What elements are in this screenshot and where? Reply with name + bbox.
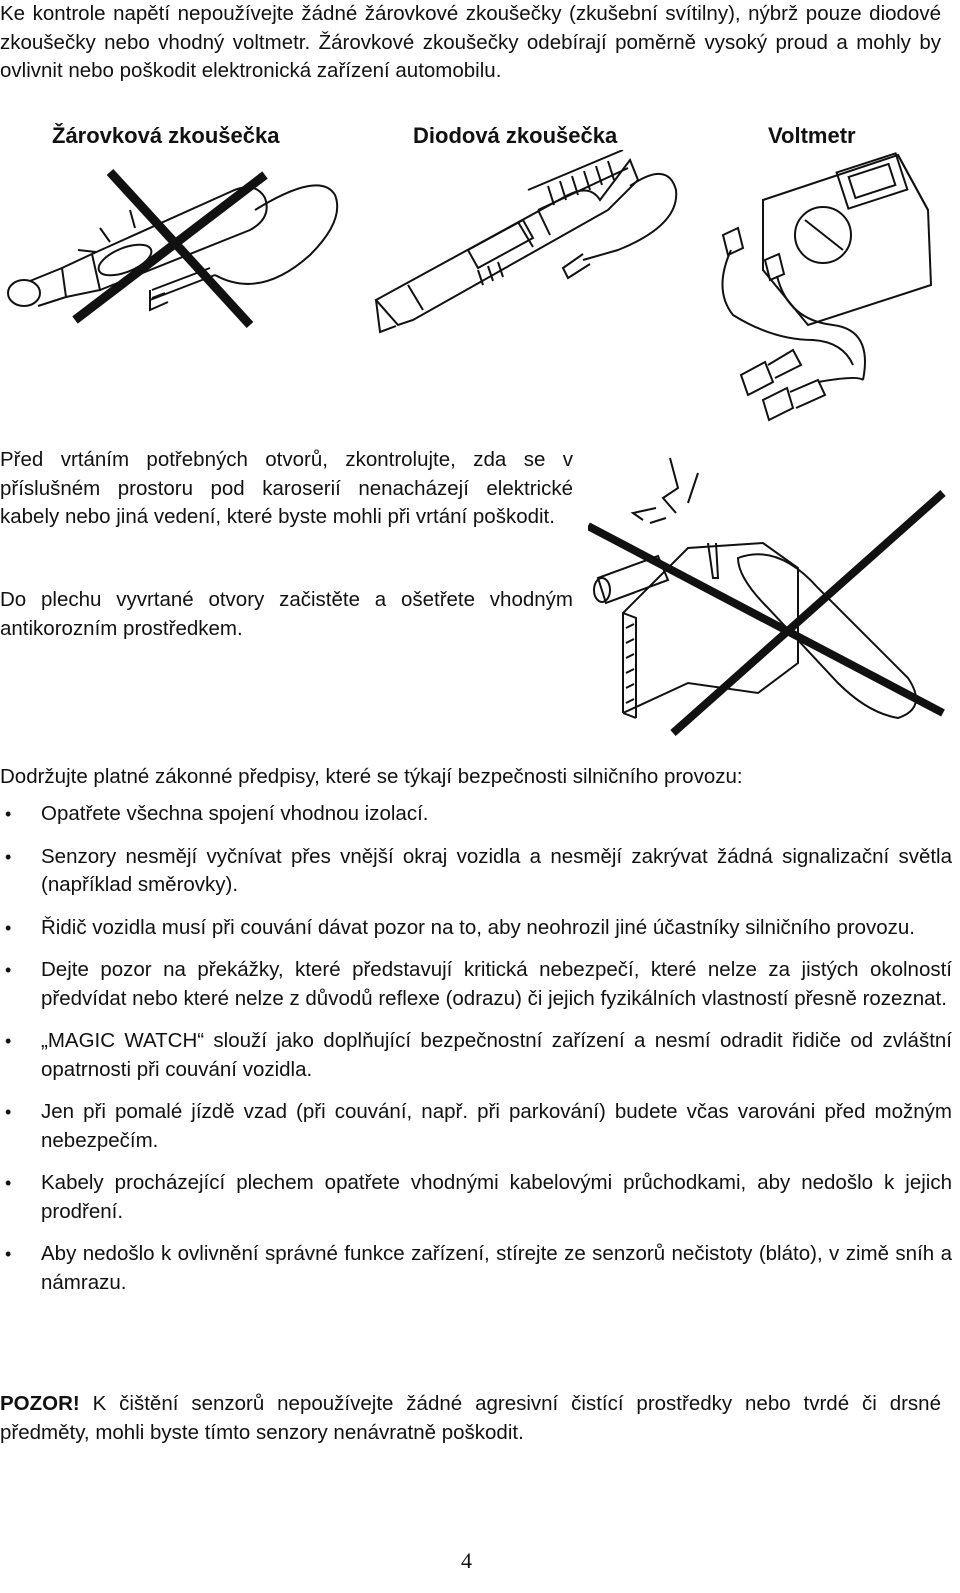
rule-text: Dejte pozor na překážky, které představují kritická nebezpečí, které nelze za jistých okolností předvídat nebo které nelze z důvodů reflexe (odrazu) či jejich fyzikálních vlastností přesně rozeznat. [41, 958, 952, 1010]
voltmeter-heading: Voltmetr [768, 123, 856, 148]
bullet-icon: • [5, 804, 12, 824]
anticorrosion-paragraph: Do plechu vyvrtané otvory začistěte a ošetřete vhodným antikorozním prostředkem. [0, 588, 573, 640]
intro-paragraph: Ke kontrole napětí nepoužívejte žádné žárovkové zkoušečky (zkušební svítilny), nýbrž pouze diodové zkoušečky nebo vhodný voltmetr. Žárovkové zkoušečky odebírají poměrně vysoký proud a mohly by ovlivnit nebo poškodit elektronická zařízení automobilu. [0, 2, 941, 82]
bullet-icon: • [5, 960, 12, 980]
rule-text: Řidič vozidla musí při couvání dávat pozor na to, aby neohrozil jiné účastníky silničního provozu. [41, 915, 915, 939]
warning-paragraph [0, 1390, 941, 1447]
list-item [0, 956, 952, 1013]
warning-text: K čištění senzorů nepoužívejte žádné agresivní čistící prostředky nebo tvrdé či drsné předměty, mohli byste tímto senzory nenávratně poškodit. [0, 1392, 941, 1444]
list-item [0, 1240, 952, 1297]
bullet-icon: • [5, 1031, 12, 1051]
list-item [0, 914, 952, 943]
diode-tester-heading: Diodová zkoušečka [413, 123, 618, 148]
list-item [0, 1098, 952, 1155]
rule-text: Jen při pomalé jízdě vzad (při couvání, např. při parkování) budete včas varováni před možným nebezpečím. [41, 1100, 952, 1152]
rules-intro: Dodržujte platné zákonné předpisy, které se týkají bezpečnosti silničního provozu: [0, 765, 743, 788]
bulb-tester-illustration [0, 150, 345, 335]
diode-tester-illustration [368, 150, 683, 340]
list-item [0, 800, 952, 829]
warning-label: POZOR! [0, 1392, 80, 1415]
list-item [0, 1027, 952, 1084]
voltmeter-illustration [693, 150, 943, 425]
bullet-icon: • [5, 917, 12, 938]
rule-text: Opatřete všechna spojení vhodnou izolací. [41, 802, 429, 825]
rules-list [0, 800, 952, 1297]
rule-text: Kabely procházející plechem opatřete vhodnými kabelovými průchodkami, aby nedošlo k jejich prodření. [41, 1171, 952, 1223]
bullet-icon: • [5, 1244, 12, 1264]
rule-text: „MAGIC WATCH“ slouží jako doplňující bezpečnostní zařízení a nesmí odradit řidiče od zvláštní opatrnosti při couvání vozidla. [41, 1029, 952, 1081]
drilling-check-paragraph: Před vrtáním potřebných otvorů, zkontrolujte, zda se v příslušném prostoru pod karoserií nenacházejí elektrické kabely nebo jiná vedení, které byste mohli při vrtání poškodit. [0, 448, 573, 528]
page-number: 4 [461, 1548, 472, 1573]
bullet-icon: • [5, 1102, 12, 1122]
list-item [0, 843, 952, 900]
bullet-icon: • [5, 846, 12, 867]
bullet-icon: • [5, 1173, 12, 1193]
list-item [0, 1169, 952, 1226]
drilling-illustration [588, 448, 946, 743]
rule-text: Senzory nesmějí vyčnívat přes vnější okraj vozidla a nesmějí zakrývat žádná signalizační světla (například směrovky). [41, 844, 952, 896]
rule-text: Aby nedošlo k ovlivnění správné funkce zařízení, stírejte ze senzorů nečistoty (bláto), v zimě sníh a námrazu. [41, 1242, 952, 1294]
bulb-tester-heading: Žárovková zkoušečka [52, 123, 280, 148]
